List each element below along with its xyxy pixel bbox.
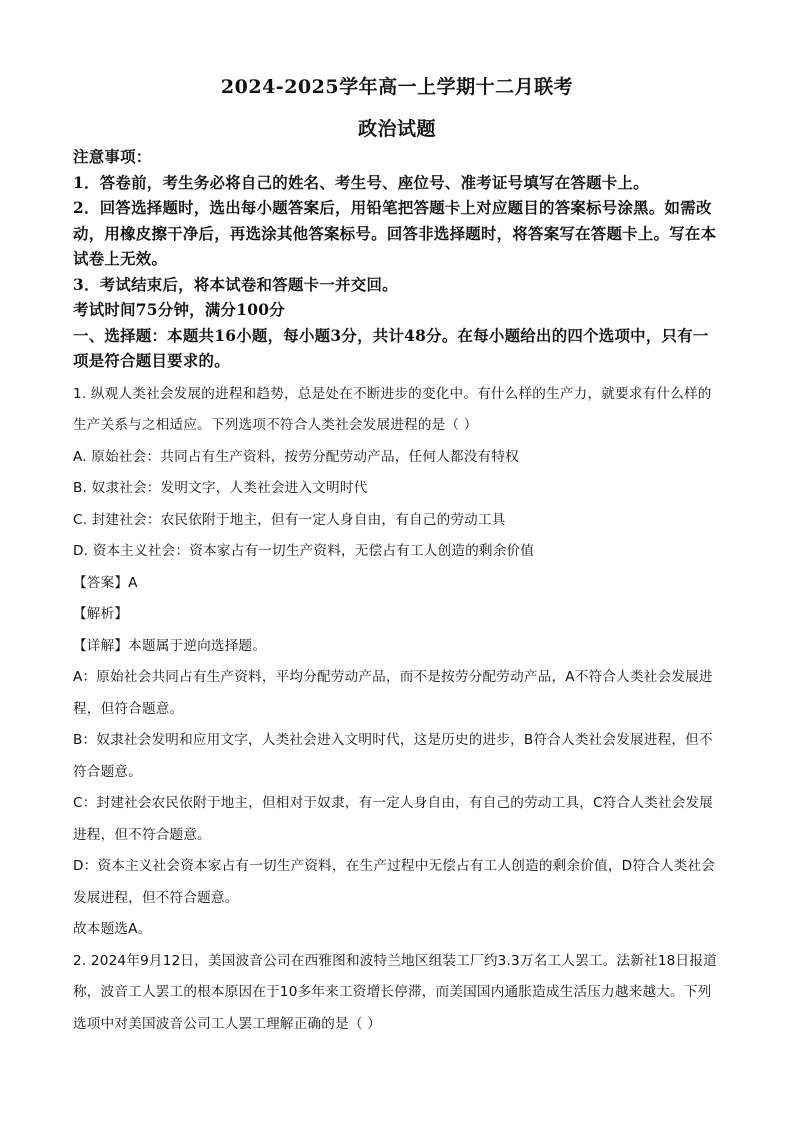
question-stem: 1. 纵观人类社会发展的进程和趋势，总是处在不断进步的变化中。有什么样的生产力，就要求有什么样的生产关系与之相适应。下列选项不符合人类社会发展进程的是（ ）: [73, 385, 712, 433]
notice-heading: 注意事项：: [73, 148, 152, 166]
notice-item: 3．考试结束后，将本试卷和答题卡一并交回。: [73, 275, 398, 294]
section-heading: 一、选择题：本题共16小题，每小题3分，共计48分。在每小题给出的四个选项中，只有一项是符合题目要求的。: [73, 326, 709, 370]
notice-item: 1．答卷前，考生务必将自己的姓名、考生号、座位号、准考证号填写在答题卡上。: [73, 173, 649, 192]
exam-subtitle: 政治试题: [357, 118, 436, 140]
explanation-a: A：原始社会共同占有生产资料，平均分配劳动产品，而不是按劳分配劳动产品，A不符合人类社会发展进程，但符合题意。: [73, 669, 713, 717]
explanation-c: C：封建社会农民依附于地主，但相对于奴隶，有一定人身自由，有自己的劳动工具，C符合人类社会发展进程，但不符合题意。: [73, 795, 714, 843]
detail-label: 【详解】本题属于逆向选择题。: [73, 637, 267, 654]
answer: 【答案】A: [73, 574, 138, 591]
option-c: C. 封建社会：农民依附于地主，但有一定人身自由，有自己的劳动工具: [73, 511, 506, 528]
explanation-d: D：资本主义社会资本家占有一切生产资料，在生产过程中无偿占有工人创造的剩余价值，D符合人类社会发展进程，但不符合题意。: [73, 858, 716, 906]
analysis-label: 【解析】: [73, 606, 129, 622]
option-b: B. 奴隶社会：发明文字，人类社会进入文明时代: [73, 480, 368, 496]
question-stem: 2. 2024年9月12日，美国波音公司在西雅图和波特兰地区组装工厂约3.3万名工人罢工。法新社18日报道称，波音工人罢工的根本原因在于10多年来工资增长停滞，而美国国内通胀造成生活压力越来越大。下列选项中对美国波音公司工人罢工理解正确的是（ ）: [73, 952, 717, 1032]
exam-time: 考试时间75分钟，满分100分: [73, 301, 285, 319]
exam-title: 2024-2025学年高一上学期十二月联考: [220, 76, 574, 98]
notice-item: 2．回答选择题时，选出每小题答案后，用铅笔把答题卡上对应题目的答案标号涂黑。如需改动，用橡皮擦干净后，再选涂其他答案标号。回答非选择题时，将答案写在答题卡上。写在本试卷上无效。: [73, 199, 717, 268]
explanation-b: B：奴隶社会发明和应用文字，人类社会进入文明时代，这是历史的进步，B符合人类社会发展进程，但不符合题意。: [73, 732, 713, 780]
conclusion: 故本题选A。: [73, 921, 152, 937]
option-d: D. 资本主义社会：资本家占有一切生产资料，无偿占有工人创造的剩余价值: [73, 543, 535, 559]
option-a: A. 原始社会：共同占有生产资料，按劳分配劳动产品，任何人都没有特权: [73, 448, 519, 465]
exam-content: [73, 145, 723, 1040]
